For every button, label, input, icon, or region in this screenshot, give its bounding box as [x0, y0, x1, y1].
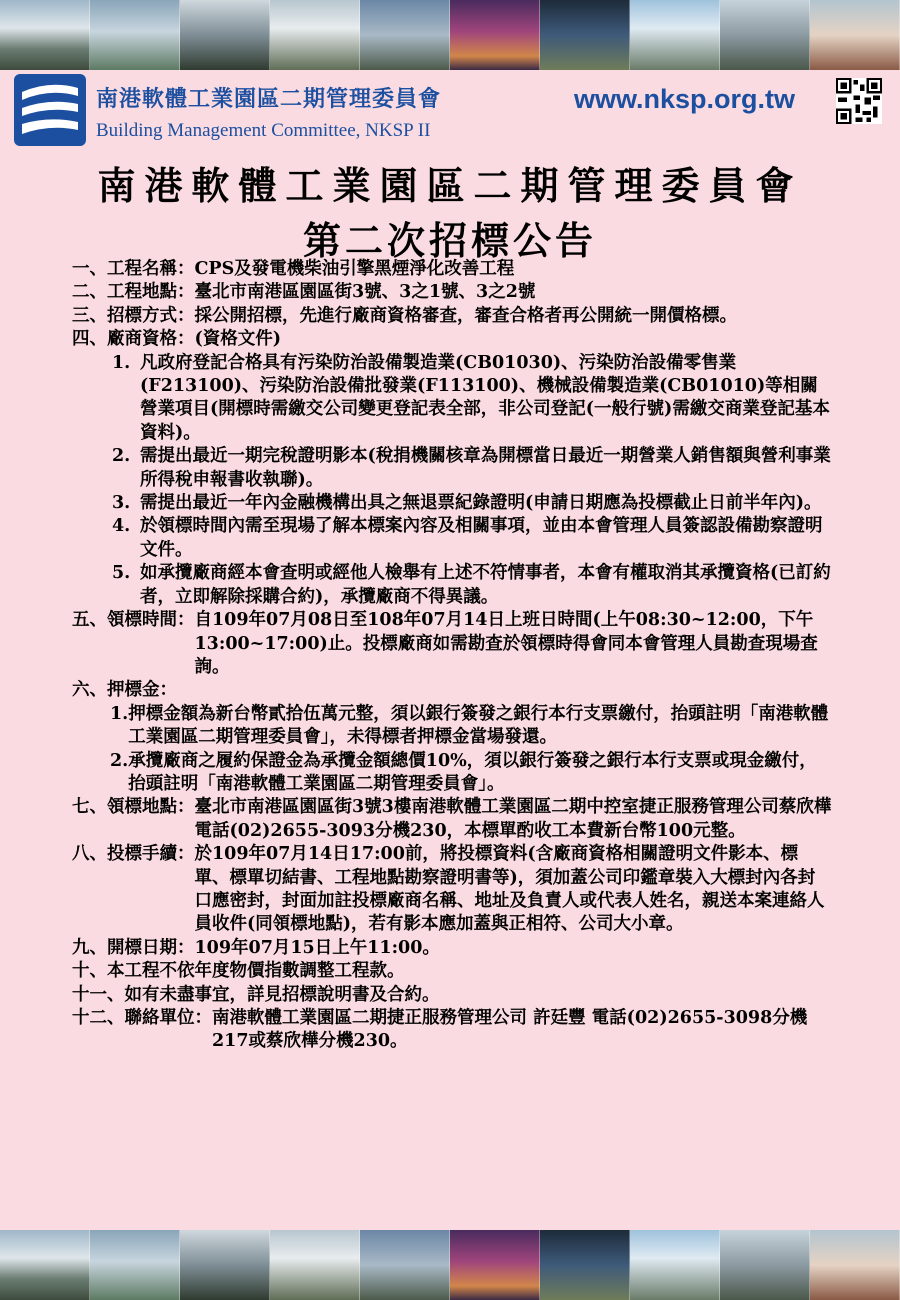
- item-value: 臺北市南港區園區街3號3樓南港軟體工業園區二期中控室捷正服務管理公司蔡欣樺電話(02)2655-3093分機230，本標單酌收工本費新台幣100元整。: [194, 797, 832, 841]
- qualification-subitem: [72, 352, 832, 446]
- qualification-subitem: [72, 492, 832, 515]
- item-project-name: [72, 258, 832, 281]
- item-value: 自109年07月08日至108年07月14日上班日時間(上午08:30~12:00，下午13:00~17:00)止。投標廠商如需勘查於領標時得會同本會管理人員勘查現場查詢。: [194, 610, 818, 677]
- item-bid-procedure: [72, 843, 832, 937]
- subitem-number: 1.: [112, 352, 131, 373]
- item-opening-date: [72, 937, 832, 960]
- building-photo: [180, 0, 270, 70]
- building-photo: [0, 0, 90, 70]
- deposit-subitem: [72, 703, 832, 750]
- item-bid-deposit: [72, 679, 832, 702]
- subitem-number: 2.: [112, 446, 131, 467]
- item-value: 十、本工程不依年度物價指數調整工程款。: [72, 961, 405, 982]
- item-other-matters: [72, 984, 832, 1007]
- notice-title: 第二次招標公告: [302, 218, 597, 263]
- item-value: 南港軟體工業園區二期捷正服務管理公司 許廷豐 電話(02)2655-3098分機217或蔡欣樺分機230。: [212, 1008, 808, 1052]
- subitem-text: 押標金額為新台幣貳拾伍萬元整，須以銀行簽發之銀行本行支票繳付，抬頭註明「南港軟體工業園區二期管理委員會」，未得標者押標金當場發還。: [128, 703, 829, 748]
- building-photo: [540, 1230, 630, 1300]
- subitem-number: 1.: [110, 703, 129, 724]
- building-photo: [630, 0, 720, 70]
- building-photo: [630, 1230, 720, 1300]
- item-value: 採公開招標，先進行廠商資格審查，審查合格者再公開統一開價格標。: [194, 305, 737, 326]
- building-photo: [810, 0, 900, 70]
- item-label: 九、開標日期：: [72, 937, 195, 958]
- subitem-text: 需提出最近一年內金融機構出具之無退票紀錄證明(申請日期應為投標截止日前半年內)。: [140, 493, 822, 514]
- header: [0, 72, 900, 150]
- building-photo: [810, 1230, 900, 1300]
- notice-body: [72, 258, 832, 1054]
- item-contact: [72, 1007, 832, 1054]
- subitem-text: 承攬廠商之履約保證金為承攬金額總價10%，須以銀行簽發之銀行本行支票或現金繳付，抬頭註明「南港軟體工業園區二期管理委員會」。: [128, 750, 817, 794]
- building-photo: [720, 1230, 810, 1300]
- subitem-text: 如承攬廠商經本會查明或經他人檢舉有上述不符情事者，本會有權取消其承攬資格(已訂約者，立即解除採購合約)，承攬廠商不得異議。: [140, 563, 831, 607]
- deposit-subitem: [72, 750, 832, 797]
- building-photo: [90, 1230, 180, 1300]
- qr-code-icon[interactable]: [836, 78, 882, 124]
- top-photo-strip: [0, 0, 900, 70]
- item-vendor-qualification: [72, 328, 832, 351]
- qualification-subitem: [72, 515, 832, 562]
- building-photo: [180, 1230, 270, 1300]
- building-photo: [720, 0, 810, 70]
- building-photo: [0, 1230, 90, 1300]
- item-label: 七、領標地點：: [72, 797, 195, 818]
- building-photo: [90, 0, 180, 70]
- item-value: 109年07月15日上午11:00。: [194, 937, 440, 958]
- item-label: 三、招標方式：: [72, 305, 195, 326]
- notice-title-committee: 南港軟體工業園區二期管理委員會: [97, 163, 803, 208]
- item-label: 二、工程地點：: [72, 282, 195, 303]
- subitem-text: 凡政府登記合格具有污染防治設備製造業(CB01030)、污染防治設備零售業(F213100)、污染防治設備批發業(F113100)、機械設備製造業(CB01010)等相關營業項目(開標時需繳交公司變更登記表全部，非公司登記(一般行號)需繳交商業登記基本資料)。: [140, 352, 830, 443]
- qualification-subitem: [72, 445, 832, 492]
- item-value: CPS及發電機柴油引擎黑煙淨化改善工程: [194, 259, 515, 279]
- committee-name-en: Building Management Committee, NKSP II: [96, 120, 431, 141]
- item-label: 五、領標時間：: [72, 610, 195, 631]
- building-photo: [270, 1230, 360, 1300]
- item-label: 一、工程名稱：: [72, 259, 195, 279]
- item-value: 臺北市南港區園區街3號、3之1號、3之2號: [194, 282, 536, 303]
- item-price-adjustment: [72, 960, 832, 983]
- bottom-photo-strip: [0, 1230, 900, 1300]
- item-value: 十一、如有未盡事宜，詳見招標說明書及合約。: [72, 984, 440, 1005]
- item-value: 於109年07月14日17:00前，將投標資料(含廠商資格相關證明文件影本、標單、標單切結書、工程地點勘察證明書等)，須加蓋公司印鑑章裝入大標封內各封口應密封，封面加註投標廠商名稱、地址及負責人或代表人姓名，親送本案連絡人員收件(同領標地點)，若有影本應加蓋與正相符、公司大小章。: [194, 844, 825, 935]
- item-tender-pickup-time: [72, 609, 832, 679]
- subitem-number: 5.: [112, 563, 131, 584]
- building-photo: [450, 0, 540, 70]
- building-photo: [450, 1230, 540, 1300]
- building-photo: [360, 0, 450, 70]
- item-tender-pickup-location: [72, 796, 832, 843]
- subitem-text: 於領標時間內需至現場了解本標案內容及相關事項，並由本會管理人員簽認設備勘察證明文件。: [140, 516, 823, 560]
- item-project-location: [72, 281, 832, 304]
- item-label: 八、投標手續：: [72, 844, 195, 865]
- website-url[interactable]: www.nksp.org.tw: [574, 84, 796, 114]
- item-label: 六、押標金：: [72, 680, 177, 701]
- building-photo: [270, 0, 360, 70]
- subitem-text: 需提出最近一期完稅證明影本(稅捐機關核章為開標當日最近一期營業人銷售額與營利事業所得稅申報書收執聯)。: [140, 446, 831, 490]
- subitem-number: 4.: [112, 516, 131, 537]
- item-label: 十二、聯絡單位：: [72, 1008, 212, 1028]
- building-photo: [360, 1230, 450, 1300]
- qualification-subitem: [72, 562, 832, 609]
- subitem-number: 2.: [110, 750, 129, 771]
- committee-name-zh: 南港軟體工業園區二期管理委員會: [96, 87, 442, 112]
- item-label: 四、廠商資格：(資格文件): [72, 329, 282, 350]
- item-tender-method: [72, 305, 832, 328]
- committee-logo-icon: [14, 74, 86, 146]
- subitem-number: 3.: [112, 493, 131, 514]
- building-photo: [540, 0, 630, 70]
